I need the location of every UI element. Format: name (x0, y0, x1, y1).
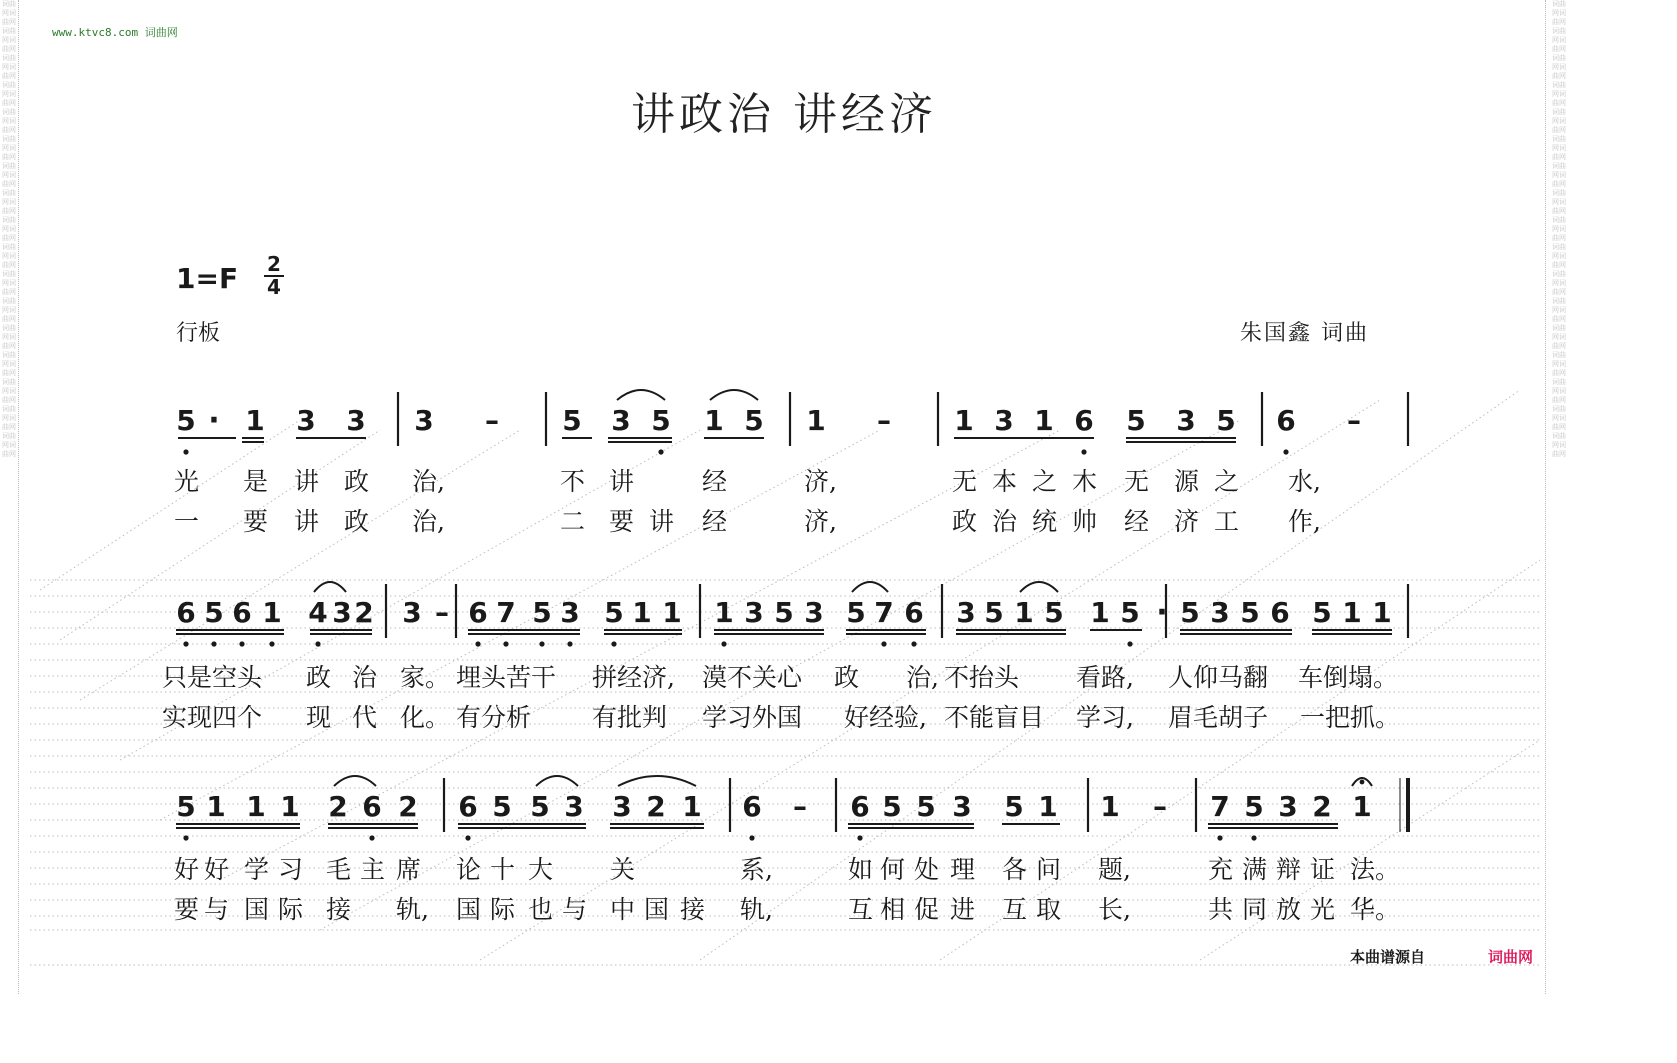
lyric-word: 要 (243, 507, 269, 536)
lyric-word: 治 (352, 663, 378, 692)
lyric-word: 讲 (649, 507, 675, 536)
note: 1 (1372, 596, 1392, 629)
note: 6 (176, 596, 196, 629)
lyric-word: 只是空头 (162, 663, 263, 692)
lower-octave-dot (857, 835, 862, 840)
slur (710, 390, 758, 400)
lyric-word: 是 (243, 467, 269, 496)
note: 6 (1270, 596, 1290, 629)
note: 7 (874, 596, 894, 629)
note: 7 (496, 596, 516, 629)
note: 1 (682, 790, 702, 823)
lyric-word: 一 (174, 507, 200, 536)
lyric-word: 经 (702, 467, 728, 496)
note: 3 (612, 790, 632, 823)
lyric-word: 放 (1276, 895, 1302, 924)
note: 3 (804, 596, 824, 629)
lyric-word: 题, (1098, 855, 1131, 884)
lyric-word: 政 (306, 663, 332, 692)
note: 3 (956, 596, 976, 629)
note: 5 (916, 790, 936, 823)
note: 6 (904, 596, 924, 629)
note: 5 (1180, 596, 1200, 629)
lyric-word: 好 (174, 855, 200, 884)
lyric-word: 大 (528, 855, 554, 884)
slur (314, 582, 346, 592)
lyric-word: 工 (1214, 507, 1240, 536)
note: 5 (604, 596, 624, 629)
lower-octave-dot (539, 641, 544, 646)
note: 1 (1090, 596, 1110, 629)
note: 1 (954, 404, 974, 437)
lyric-word: 漠不关心 (702, 663, 803, 692)
lyric-word: 好 (204, 855, 230, 884)
note: 5 (1120, 596, 1140, 629)
lyric-word: 系, (740, 855, 773, 884)
lyric-word: 政 (344, 467, 370, 496)
note: 3 (296, 404, 316, 437)
slur (536, 776, 578, 786)
source-label: 本曲谱源自 (1350, 948, 1426, 966)
augmentation-dot: · (1156, 595, 1168, 630)
lyric-word: 与 (562, 895, 588, 924)
slur (618, 776, 696, 786)
lyric-word: 源 (1174, 467, 1200, 496)
lyric-word: 光 (1310, 895, 1336, 924)
note: 6 (1276, 404, 1296, 437)
lyric-word: 要 (609, 507, 635, 536)
note: 5 (1244, 790, 1264, 823)
lyric-word: 充 (1208, 855, 1234, 884)
slur (852, 582, 888, 592)
note: 3 (744, 596, 764, 629)
lyric-word: 有分析 (456, 703, 532, 732)
lyric-word: 实现四个 (162, 703, 263, 732)
lyric-word: 际 (490, 895, 516, 924)
lyric-word: 济 (1174, 507, 1200, 536)
lyric-word: 互 (1002, 895, 1028, 924)
site-url[interactable]: www.ktvc8.com 词曲网 (52, 26, 178, 39)
note: 6 (362, 790, 382, 823)
note: 6 (742, 790, 762, 823)
lower-octave-dot (183, 835, 188, 840)
lower-octave-dot (269, 641, 274, 646)
composer-credit: 朱国鑫 词曲 (1240, 321, 1369, 346)
note: 1 (1342, 596, 1362, 629)
lyric-word: 辩 (1276, 855, 1302, 884)
lyric-word: 相 (880, 895, 906, 924)
dash-extension: – (877, 404, 891, 437)
note: 5 (1312, 596, 1332, 629)
note: 1 (704, 404, 724, 437)
lyric-word: 国 (244, 895, 270, 924)
note: 3 (560, 596, 580, 629)
lyric-word: 论 (456, 855, 482, 884)
note: 5 (882, 790, 902, 823)
lyric-word: 学习, (1076, 703, 1134, 732)
lyric-word: 不能盲目 (944, 703, 1045, 732)
note: 3 (1176, 404, 1196, 437)
lower-octave-dot (315, 641, 320, 646)
note: 1 (1352, 790, 1372, 823)
note: 1 (1038, 790, 1058, 823)
lyric-word: 各 (1002, 855, 1028, 884)
note: 5 (984, 596, 1004, 629)
lyric-word: 理 (950, 855, 976, 884)
lyric-word: 证 (1310, 855, 1336, 884)
lyric-word: 主 (360, 855, 386, 884)
note: 6 (232, 596, 252, 629)
lower-octave-dot (503, 641, 508, 646)
lower-octave-dot (1251, 835, 1256, 840)
note: 1 (280, 790, 300, 823)
dash-extension: – (1153, 790, 1167, 823)
lyric-word: 席 (396, 855, 422, 884)
lyric-word: 也 (528, 895, 554, 924)
note: 4 (308, 596, 328, 629)
lyric-word: 中 (610, 895, 636, 924)
lower-octave-dot (1127, 641, 1132, 646)
lyric-word: 共 (1208, 895, 1234, 924)
dash-extension: – (485, 404, 499, 437)
note: 7 (1210, 790, 1230, 823)
note: 5 (562, 404, 582, 437)
lower-octave-dot (911, 641, 916, 646)
note: 3 (1278, 790, 1298, 823)
dash-extension: – (1347, 404, 1361, 437)
lyric-word: 之 (1214, 467, 1240, 496)
lower-octave-dot (465, 835, 470, 840)
note: 1 (1014, 596, 1034, 629)
lower-octave-dot (567, 641, 572, 646)
lower-octave-dot (749, 835, 754, 840)
lyric-word: 毛 (326, 855, 352, 884)
note: 1 (262, 596, 282, 629)
note: 1 (1100, 790, 1120, 823)
lyric-word: 政 (952, 507, 978, 536)
left-watermark-strip: 词曲网词曲网词曲网词曲网词曲网词曲网词曲网词曲网词曲网词曲网词曲网词曲网词曲网词曲网词曲网词曲网词曲网词曲网词曲网词曲网词曲网词曲网词曲网词曲网词曲网词曲网词曲网词曲网词曲网词曲网词曲网词曲网词曲网词曲网 (2, 0, 16, 458)
lyric-word: 帅 (1072, 507, 1098, 536)
lyric-word: 济, (804, 507, 837, 536)
lyric-word: 十 (490, 855, 516, 884)
lower-octave-dot (183, 641, 188, 646)
note: 5 (1240, 596, 1260, 629)
lyric-word: 华。 (1350, 895, 1401, 924)
note: 5 (1216, 404, 1236, 437)
note: 3 (564, 790, 584, 823)
lyric-word: 学习外国 (702, 703, 803, 732)
lyric-word: 治, (412, 467, 445, 496)
lyric-word: 治, (412, 507, 445, 536)
lyric-word: 讲 (294, 507, 320, 536)
lower-octave-dot (211, 641, 216, 646)
lyric-word: 化。 (400, 703, 451, 732)
lyric-word: 轨, (740, 895, 773, 924)
lyric-word: 无 (1124, 467, 1150, 496)
note: 5 (1004, 790, 1024, 823)
lyric-word: 如 (848, 855, 874, 884)
note: 2 (646, 790, 666, 823)
note: 5 (492, 790, 512, 823)
note: 6 (458, 790, 478, 823)
lyric-word: 讲 (294, 467, 320, 496)
note: 5 (774, 596, 794, 629)
dash-extension: – (793, 790, 807, 823)
lyric-word: 本 (992, 467, 1018, 496)
lyric-word: 讲 (609, 467, 635, 496)
note: 1 (806, 404, 826, 437)
note: 3 (1210, 596, 1230, 629)
lyric-word: 家。 (400, 663, 451, 692)
lyric-word: 好经验, (844, 703, 927, 732)
note: 1 (1034, 404, 1054, 437)
fermata-dot (1360, 780, 1365, 785)
lyric-word: 轨, (396, 895, 429, 924)
note: 6 (1074, 404, 1094, 437)
lyric-word: 取 (1036, 895, 1062, 924)
note: 1 (245, 404, 265, 437)
lower-octave-dot (881, 641, 886, 646)
lyric-word: 一把抓。 (1300, 703, 1401, 732)
lyric-word: 水, (1288, 467, 1321, 496)
lyric-word: 国 (456, 895, 482, 924)
note: 5 (651, 404, 671, 437)
note: 1 (632, 596, 652, 629)
lower-octave-dot (611, 641, 616, 646)
note: 2 (398, 790, 418, 823)
lyric-word: 法。 (1350, 855, 1401, 884)
lyric-word: 政 (344, 507, 370, 536)
lyric-word: 埋头苦干 (456, 663, 557, 692)
lyric-word: 二 (560, 507, 586, 536)
lower-octave-dot (239, 641, 244, 646)
lyric-word: 进 (950, 895, 976, 924)
note: 1 (206, 790, 226, 823)
lyric-word: 木 (1072, 467, 1098, 496)
note: 2 (1312, 790, 1332, 823)
lyric-word: 国 (644, 895, 670, 924)
note: 3 (346, 404, 366, 437)
augmentation-dot: · (208, 403, 220, 438)
lyric-word: 看路, (1076, 663, 1134, 692)
right-watermark-strip: 词曲网词曲网词曲网词曲网词曲网词曲网词曲网词曲网词曲网词曲网词曲网词曲网词曲网词曲网词曲网词曲网词曲网词曲网词曲网词曲网词曲网词曲网词曲网词曲网词曲网词曲网词曲网词曲网词曲网词曲网词曲网词曲网词曲网词曲网 (1552, 0, 1566, 458)
key-signature: 1=F (176, 262, 239, 295)
lyric-word: 代 (352, 703, 378, 732)
lyric-word: 习 (278, 855, 304, 884)
lower-octave-dot (1217, 835, 1222, 840)
lyric-word: 满 (1242, 855, 1268, 884)
lyric-word: 治 (992, 507, 1018, 536)
note: 5 (204, 596, 224, 629)
lower-octave-dot (721, 641, 726, 646)
lyric-word: 同 (1242, 895, 1268, 924)
lyric-word: 促 (914, 895, 940, 924)
lyric-word: 不抬头 (944, 663, 1020, 692)
lower-octave-dot (369, 835, 374, 840)
lyric-word: 学 (244, 855, 270, 884)
song-title: 讲政治 讲经济 (631, 89, 937, 140)
lyric-word: 接 (680, 895, 706, 924)
lower-octave-dot (1283, 449, 1288, 454)
lyric-word: 济, (804, 467, 837, 496)
lyric-word: 何 (880, 855, 906, 884)
slur (334, 776, 376, 786)
lyric-word: 际 (278, 895, 304, 924)
lyric-word: 互 (848, 895, 874, 924)
lyric-word: 无 (952, 467, 978, 496)
tempo-marking: 行板 (176, 321, 221, 346)
note: 3 (402, 596, 422, 629)
lyric-word: 有批判 (592, 703, 668, 732)
lyric-word: 作, (1288, 507, 1321, 536)
lyric-word: 眉毛胡子 (1168, 703, 1269, 732)
note: 2 (354, 596, 374, 629)
note: 1 (662, 596, 682, 629)
lyric-word: 现 (306, 703, 332, 732)
note: 2 (328, 790, 348, 823)
lyric-word: 人仰马翻 (1168, 663, 1269, 692)
lyric-word: 光 (174, 467, 200, 496)
note: 3 (994, 404, 1014, 437)
note: 3 (332, 596, 352, 629)
lower-octave-dot (183, 449, 188, 454)
note: 1 (246, 790, 266, 823)
note: 5 (846, 596, 866, 629)
lyric-word: 治, (906, 663, 939, 692)
lyric-word: 接 (326, 895, 352, 924)
lower-octave-dot (475, 641, 480, 646)
lyric-word: 问 (1036, 855, 1062, 884)
lyric-word: 车倒塌。 (1298, 663, 1399, 692)
note: 5 (176, 404, 196, 437)
note: 5 (744, 404, 764, 437)
time-signature-numerator: 2 (267, 252, 281, 276)
note: 3 (611, 404, 631, 437)
note: 5 (532, 596, 552, 629)
lyric-word: 处 (914, 855, 940, 884)
lower-octave-dot (1081, 449, 1086, 454)
note: 6 (468, 596, 488, 629)
slur (1020, 582, 1058, 592)
lyric-word: 长, (1098, 895, 1131, 924)
lyric-word: 政 (834, 663, 860, 692)
site-badge[interactable]: 词曲网 (1488, 948, 1534, 966)
lyric-word: 要 (174, 895, 200, 924)
time-signature-denominator: 4 (267, 275, 281, 299)
lyric-word: 不 (560, 467, 586, 496)
lyric-word: 统 (1032, 507, 1058, 536)
lyric-word: 关 (610, 855, 636, 884)
note: 5 (1044, 596, 1064, 629)
lyric-word: 之 (1032, 467, 1058, 496)
note: 5 (530, 790, 550, 823)
note: 5 (1126, 404, 1146, 437)
slur (617, 390, 665, 400)
note: 6 (850, 790, 870, 823)
lyric-word: 经 (1124, 507, 1150, 536)
note: 3 (952, 790, 972, 823)
dash-extension: – (435, 596, 449, 629)
lower-octave-dot (658, 449, 663, 454)
note: 3 (414, 404, 434, 437)
lyric-word: 经 (702, 507, 728, 536)
note: 5 (176, 790, 196, 823)
note: 1 (714, 596, 734, 629)
lyric-word: 与 (204, 895, 230, 924)
lyric-word: 拼经济, (592, 663, 675, 692)
